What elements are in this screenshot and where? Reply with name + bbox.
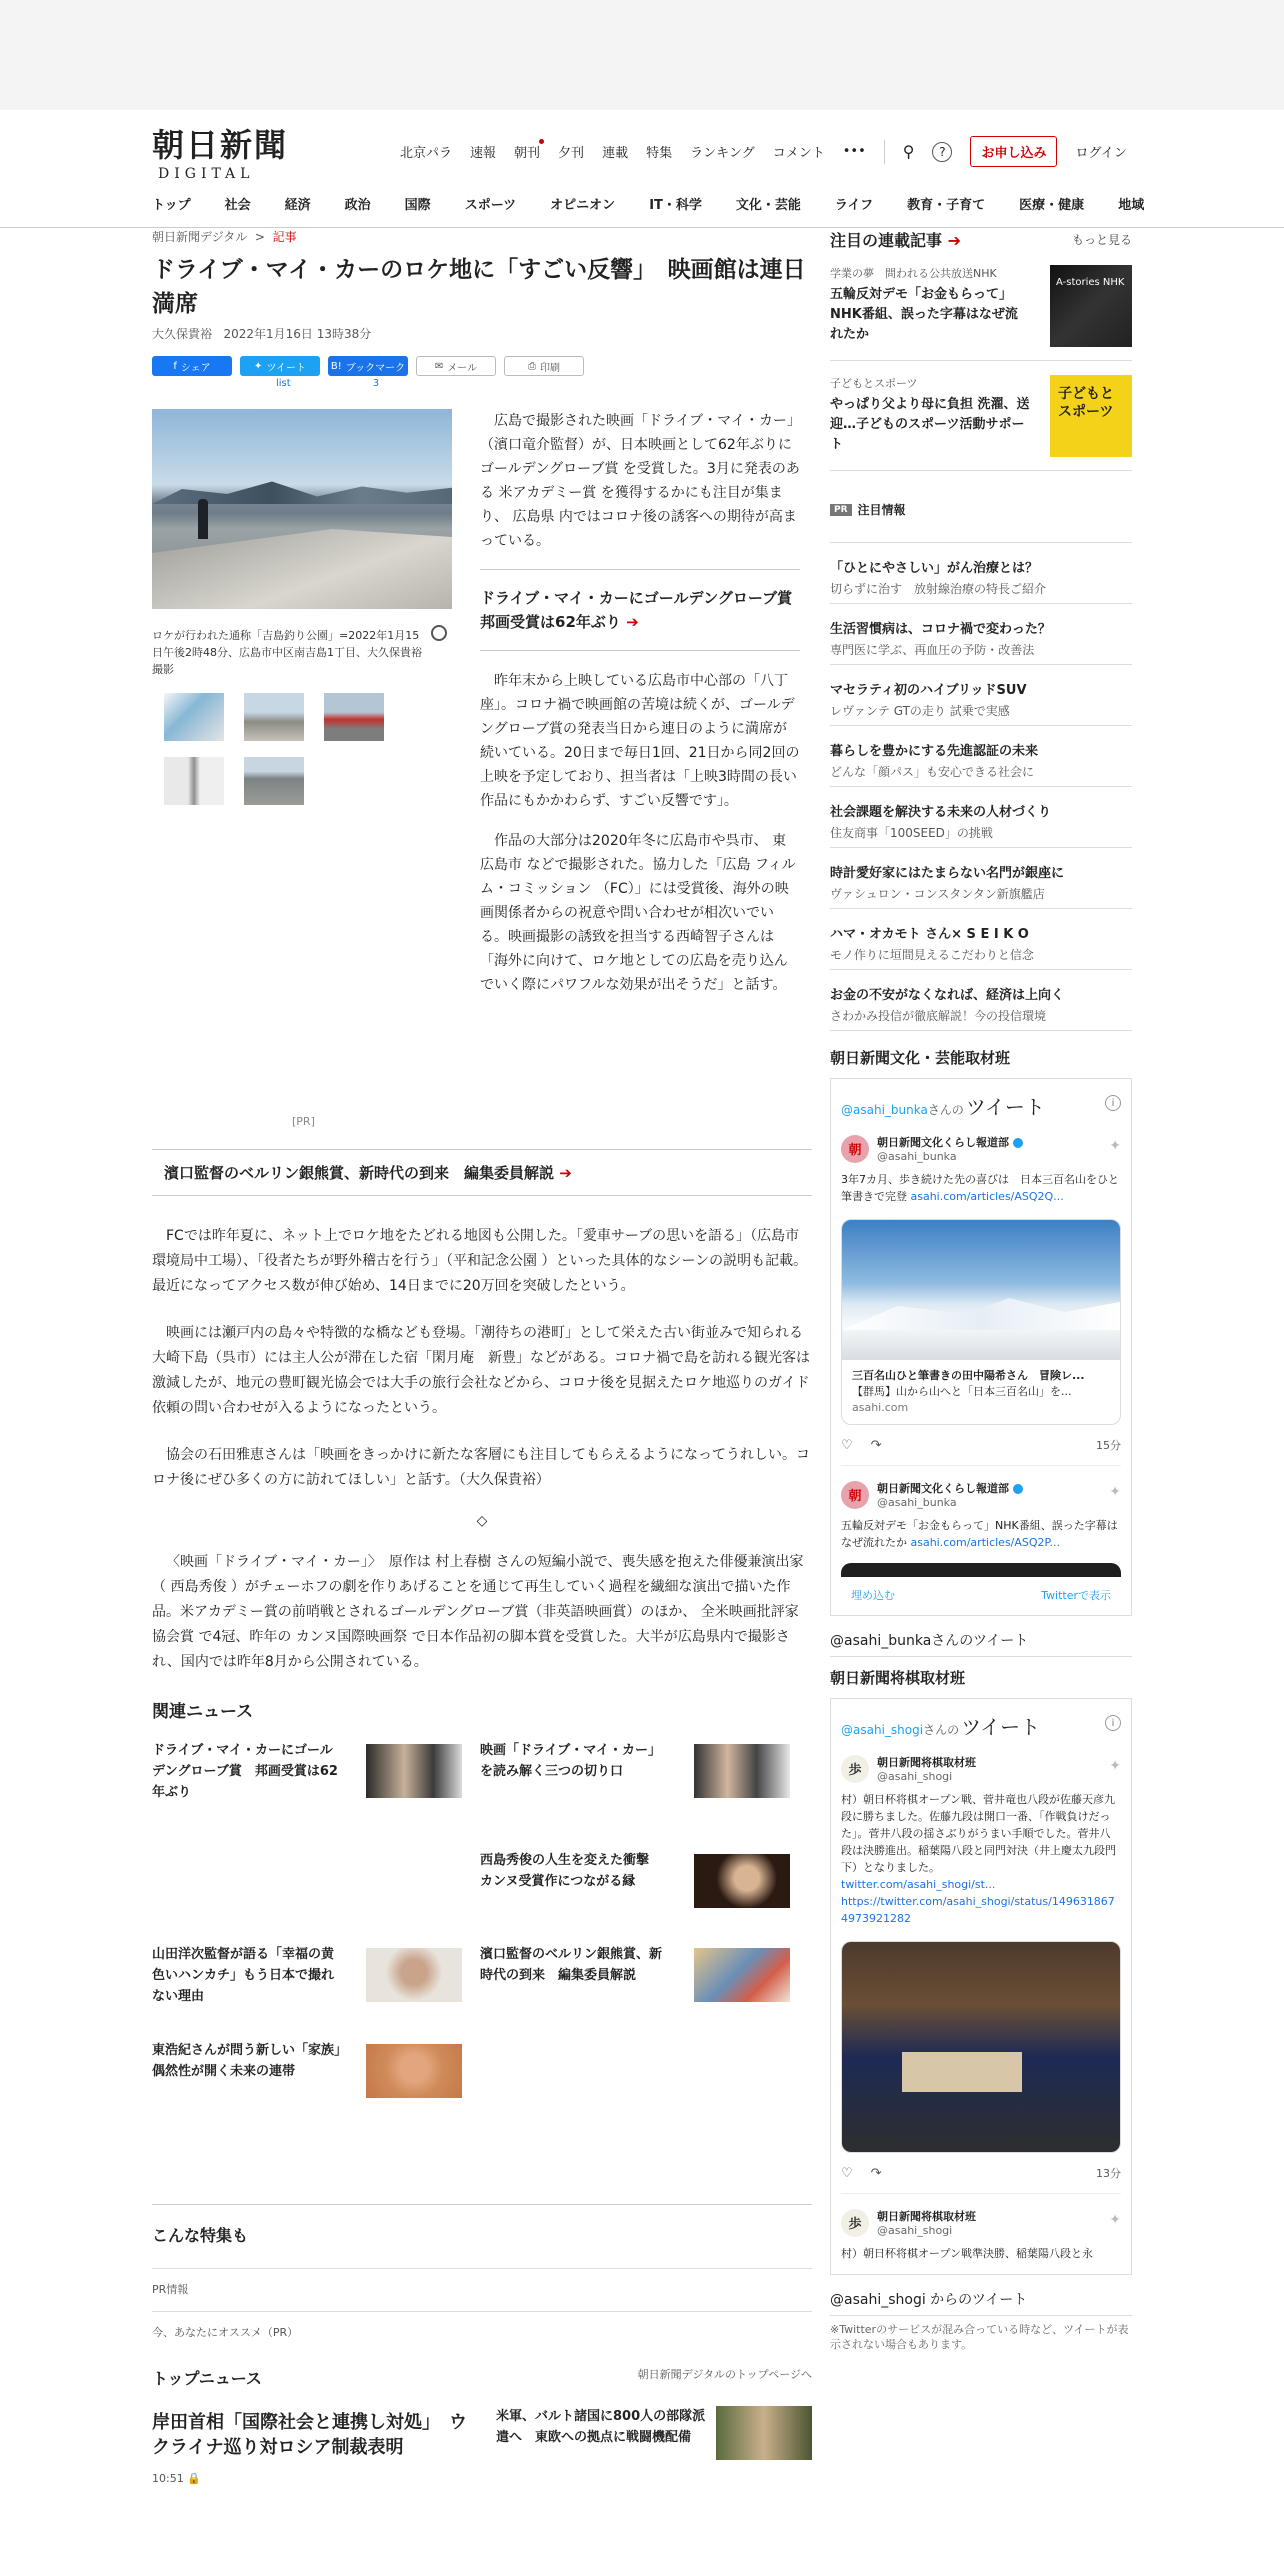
- link-card-image-peek: [841, 1563, 1121, 1577]
- link-card-domain: asahi.com: [852, 1401, 909, 1414]
- pr-item-title: 「ひとにやさしい」がん治療とは？: [830, 561, 1039, 576]
- recommend-row: 今、あなたにオススメ（PR）: [152, 2311, 812, 2340]
- nav-health[interactable]: 医療・健康: [1019, 198, 1085, 213]
- related-item[interactable]: [152, 1740, 472, 1810]
- shogi-tweets-link[interactable]: @asahi_shogi からのツイート: [830, 2275, 1132, 2316]
- related-inline-link[interactable]: [480, 569, 808, 651]
- util-link-evening[interactable]: 夕刊: [558, 146, 585, 161]
- twitter-handle-suffix: さんの: [927, 1103, 964, 1117]
- serial-thumbnail: A-stories NHK: [1050, 265, 1132, 347]
- serial-item[interactable]: [830, 375, 1132, 471]
- related-item-title: 映画「ドライブ・マイ・カー」を読み解く三つの切り口: [480, 1743, 661, 1779]
- arrow-right-icon: ➔: [947, 231, 961, 250]
- shogi-section-title: 朝日新聞将棋取材班: [830, 1669, 966, 1687]
- serial-title-text: 注目の連載記事: [830, 231, 943, 250]
- paragraph: FCでは昨年夏に、ネット上でロケ地をたどれる地図も公開した。「愛車サーブの思いを語る」（広島市環境局中工場）、「役者たちが野外稽古を行う」（平和記念公園 ）といった具体的なシーンの説明も記載。最近になってアクセス数が伸び始め、14日までに20万回を突破したという。: [152, 1228, 808, 1294]
- tweet-user-name: 朝日新聞将棋取材班: [877, 1756, 976, 1769]
- thumbnail[interactable]: [164, 757, 224, 805]
- culture-section-title: 朝日新聞文化・芸能取材班: [830, 1049, 1011, 1067]
- tweet-user-name: 朝日新聞文化くらし報道部: [877, 1136, 1009, 1149]
- paragraph: 協会の石田雅恵さんは「映画をきっかけに新たな客層にも注目してもらえるようになってうれしい。コロナ後にぜひ多くの方に訪れてほしい」と話す。（大久保貴裕）: [152, 1447, 810, 1488]
- embed-link[interactable]: 埋め込む: [851, 1589, 895, 1602]
- nav-international[interactable]: 国際: [404, 198, 431, 213]
- top-news-main[interactable]: 岸田首相「国際社会と連携し対処」 ウクライナ巡り対ロシア制裁表明: [152, 2412, 467, 2458]
- special-title: こんな特集も: [152, 2226, 249, 2245]
- nav-society[interactable]: 社会: [224, 198, 251, 213]
- paragraph: 作品の大部分は2020年冬に広島市や呉市、 東広島市 などで撮影された。協力した「広島 フィルム・コミッション （FC）」には受賞後、海外の映画関係者からの祝意や問い合わせが相次いでいる。映画撮影の誘致を担当する西崎智子さんは「海外に向けて、ロケ地としての広島を売り込んでいく際にパワフルな効果が出そうだ」と話す。: [480, 833, 796, 993]
- top-ad-space: [0, 0, 1284, 110]
- pr-title: 注目情報: [857, 503, 906, 517]
- related-item-image: [694, 1854, 790, 1908]
- photo-caption: ロケが行われた通称「吉島釣り公園」=2022年1月15日午後2時48分、広島市中区南吉島1丁目、大久保貴裕撮影: [152, 629, 422, 676]
- tweet-link[interactable]: twitter.com/asahi_shogi/st...: [841, 1878, 996, 1891]
- like-icon[interactable]: ♡: [841, 1437, 853, 1453]
- util-link-ranking[interactable]: ランキング: [690, 146, 755, 161]
- pr-label: [PR]: [292, 1115, 315, 1128]
- related-item-title: 山田洋次監督が語る「幸福の黄色いハンカチ」もう日本で撮れない理由: [152, 1947, 335, 2004]
- tweet-user-handle: @asahi_shogi: [877, 2224, 953, 2237]
- related-item[interactable]: [480, 1740, 800, 1810]
- mail-button[interactable]: [416, 356, 496, 376]
- author[interactable]: 大久保貴裕: [152, 327, 213, 341]
- main-photo[interactable]: [152, 409, 452, 609]
- share-bar: [152, 356, 812, 376]
- pr-item-sub: さわかみ投信が徹底解説！今の投信環境: [830, 1009, 1047, 1023]
- util-link-breaking[interactable]: 速報: [470, 146, 497, 161]
- top-news-time-text: 10:51: [152, 2472, 184, 2485]
- nav-economy[interactable]: 経済: [284, 198, 311, 213]
- related-item[interactable]: [152, 1944, 472, 2014]
- top-news-second[interactable]: 米軍、バルト諸国に800人の部隊派遣へ 東欧への拠点に戦闘機配備: [496, 2409, 706, 2445]
- pr-item[interactable]: [830, 604, 1132, 665]
- related-inline-text: ドライブ・マイ・カーにゴールデングローブ賞 邦画受賞は62年ぶり: [480, 589, 808, 631]
- pr-item-sub: モノ作りに垣間見えるこだわりと信念: [830, 948, 1034, 962]
- hatena-label: ブックマーク: [345, 362, 406, 374]
- help-icon[interactable]: ?: [932, 142, 952, 162]
- thumbnail[interactable]: [244, 757, 304, 805]
- section-divider: ◇: [476, 1513, 488, 1529]
- pr-item[interactable]: [830, 848, 1132, 909]
- hatena-count[interactable]: 3: [372, 378, 380, 389]
- twitter-handle-suffix: さんの: [923, 1723, 960, 1737]
- nav-it-science[interactable]: IT・科学: [649, 198, 702, 213]
- serial-title: [830, 228, 961, 251]
- serial-item[interactable]: [830, 265, 1132, 361]
- twitter-embed-culture: [830, 1078, 1132, 1616]
- nav-sports[interactable]: スポーツ: [464, 198, 517, 213]
- tweet-user-name: 朝日新聞将棋取材班: [877, 2210, 976, 2223]
- top-page-link[interactable]: 朝日新聞デジタルのトップページへ: [637, 2368, 812, 2381]
- tweet-count[interactable]: list: [276, 378, 291, 389]
- pr-item[interactable]: [830, 726, 1132, 787]
- photo-card[interactable]: [841, 1941, 1121, 2153]
- util-link-morning[interactable]: 朝刊: [514, 142, 540, 161]
- top-news-title: トップニュース: [152, 2369, 262, 2388]
- lead-area: [152, 409, 812, 1149]
- print-button[interactable]: [504, 356, 584, 376]
- sidebar: [830, 228, 1132, 2352]
- editor-analysis-link[interactable]: [152, 1149, 812, 1196]
- article-title: ドライブ・マイ・カーのロケ地に「すごい反響」 映画館は連日満席: [152, 257, 806, 317]
- tweet-body: 村）朝日杯将棋オープン戦、菅井竜也八段が佐藤天彦九段に勝ちました。佐藤九段は開口一番、「作戦負けだった」。菅井八段の揺さぶりがうまい手順でした。菅井八段は決勝進出。稲葉陽八段と同門対決（井上慶太九段門下）となりました。: [841, 1793, 1116, 1874]
- pr-item[interactable]: [830, 787, 1132, 848]
- pr-badge: PR: [830, 504, 852, 516]
- view-on-twitter-link[interactable]: Twitterで表示: [1041, 1589, 1111, 1602]
- twitter-handle-link[interactable]: @asahi_bunka: [841, 1103, 928, 1117]
- tweet[interactable]: [841, 2194, 1121, 2262]
- tweet[interactable]: [841, 1740, 1121, 2194]
- top-news-second-image[interactable]: [716, 2406, 812, 2460]
- pr-item-sub: レヴァンテ GTの走り 試乗で実感: [830, 704, 1010, 718]
- logo-sub: DIGITAL: [158, 166, 255, 182]
- twitter-icon: ✦: [254, 360, 263, 372]
- tweet-text: 村）朝日杯将棋オープン戦準決勝、稲葉陽八段と永: [841, 2247, 1094, 2260]
- thumbnail[interactable]: [324, 693, 384, 741]
- utility-nav: [400, 136, 1127, 167]
- shogi-photo: [842, 1942, 1120, 2152]
- arrow-right-icon: ➔: [559, 1164, 572, 1182]
- breadcrumb-separator: >: [251, 230, 269, 244]
- hatena-icon: B!: [330, 360, 342, 372]
- util-link-feature[interactable]: 特集: [646, 146, 673, 161]
- lead-text: [480, 409, 808, 1013]
- nav-opinion[interactable]: オピニオン: [550, 198, 616, 213]
- facebook-icon: f: [173, 360, 177, 372]
- related-item-image: [366, 2044, 462, 2098]
- avatar[interactable]: 歩: [841, 1755, 869, 1783]
- tweet-text: [841, 1791, 1121, 1927]
- pr-header: [830, 501, 1132, 543]
- publish-date: 2022年1月16日 13時38分: [223, 327, 372, 341]
- pr-item-title: 暮らしを豊かにする先進認証の未来: [830, 744, 1039, 759]
- related-item-title: 西島秀俊の人生を変えた衝撃 カンヌ受賞作につながる縁: [480, 1853, 663, 1889]
- nav-region[interactable]: 地域: [1118, 198, 1145, 213]
- see-more-link[interactable]: もっと見る: [1071, 233, 1132, 247]
- divider: [884, 140, 885, 164]
- print-icon: ⎙: [528, 360, 536, 372]
- link-card-image: [842, 1220, 1120, 1360]
- pr-item-title: マセラティ初のハイブリッドSUV: [830, 683, 1027, 698]
- pr-item-sub: 住友商事「100SEED」の挑戦: [830, 826, 993, 840]
- pr-info-row: PR情報: [152, 2268, 812, 2297]
- tweet-link[interactable]: asahi.com/articles/ASQ2P...: [910, 1536, 1060, 1549]
- util-link-paralympics[interactable]: 北京パラ: [400, 146, 453, 161]
- related-item-title: 東浩紀さんが問う新しい「家族」 偶然性が開く未来の連帯: [152, 2043, 354, 2079]
- pr-item[interactable]: [830, 970, 1132, 1031]
- related-item-title: 濱口監督のベルリン銀熊賞、新時代の到来 編集委員解説: [480, 1947, 663, 1983]
- tweet[interactable]: [841, 1466, 1121, 1577]
- login-link[interactable]: ログイン: [1075, 146, 1127, 161]
- tweet-label: ツイート: [266, 362, 306, 374]
- pr-item[interactable]: [830, 665, 1132, 726]
- serial-item-title: 五輪反対デモ「お金もらって」NHK番組、誤った字幕はなぜ流れたか: [830, 287, 1018, 342]
- serial-tag: 学業の夢 問われる公共放送NHK: [830, 267, 997, 280]
- related-news-title: 関連ニュース: [152, 1702, 254, 1722]
- pr-item[interactable]: [830, 543, 1132, 604]
- link-card[interactable]: [841, 1219, 1121, 1425]
- related-item-image: [694, 1948, 790, 2002]
- util-link-comment[interactable]: コメント: [772, 146, 825, 161]
- pr-item[interactable]: [830, 909, 1132, 970]
- lead-paragraph: 広島で撮影された映画「ドライブ・マイ・カー」（濱口竜介監督）が、日本映画として62年ぶりに ゴールデングローブ賞 を受賞した。3月に発表のある 米アカデミー賞 を獲得するかにも注目が集まり、 広島県 内ではコロナ後の誘客への期待が高まっている。: [480, 413, 800, 549]
- facebook-share-label: シェア: [180, 362, 211, 374]
- share-counts: [152, 378, 812, 389]
- pr-item-title: お金の不安がなくなれば、経済は上向く: [830, 988, 1065, 1003]
- serial-tag: 子どもとスポーツ: [830, 377, 918, 390]
- arrow-right-icon: ➔: [626, 613, 639, 631]
- related-item-image: [366, 1948, 462, 2002]
- info-icon[interactable]: i: [1105, 1715, 1121, 1731]
- special-features: [152, 2204, 812, 2340]
- tweet-link[interactable]: asahi.com/articles/ASQ2Q...: [910, 1190, 1064, 1203]
- photo-thumbnails: [152, 693, 452, 805]
- twitter-bird-icon: ✦: [1109, 2212, 1121, 2228]
- breadcrumb-article[interactable]: 記事: [272, 230, 297, 244]
- subscribe-button[interactable]: お申し込み: [970, 136, 1057, 167]
- tweet-text: [841, 1171, 1121, 1205]
- twitter-handle-link[interactable]: @asahi_shogi: [841, 1723, 924, 1737]
- mail-icon: ✉: [434, 360, 444, 372]
- photo-person: [198, 499, 208, 539]
- article-body: [152, 1224, 812, 1675]
- tweet-body: 五輪反対デモ「お金もらって」NHK番組、誤った字幕はなぜ流れたか: [841, 1519, 1118, 1549]
- nav-education[interactable]: 教育・子育て: [907, 198, 986, 213]
- breadcrumb: [152, 228, 812, 245]
- related-item[interactable]: [152, 2040, 472, 2110]
- tweet-heading: ツイート: [961, 1715, 1041, 1739]
- pr-item-title: ハマ・オカモト さん× S E I K O: [830, 927, 1029, 942]
- main-nav: [152, 194, 1144, 213]
- tweet[interactable]: [841, 1120, 1121, 1466]
- editor-analysis-text: 濱口監督のベルリン銀熊賞、新時代の到来 編集委員解説: [164, 1164, 555, 1182]
- share-icon[interactable]: ↷: [870, 2165, 882, 2181]
- tweet-time[interactable]: 13分: [1096, 2167, 1121, 2180]
- print-label: 印刷: [540, 362, 560, 374]
- twitter-embed-shogi: [830, 1698, 1132, 2275]
- related-item-title: ドライブ・マイ・カーにゴールデングローブ賞 邦画受賞は62年ぶり: [152, 1743, 338, 1800]
- pr-item-sub: 切らずに治す 放射線治療の特長ご紹介: [830, 582, 1047, 596]
- tweet-time[interactable]: 15分: [1096, 1439, 1121, 1452]
- lock-icon: 🔒: [187, 2472, 201, 2485]
- avatar[interactable]: 朝: [841, 1135, 869, 1163]
- link-card-title: 三百名山ひと筆書きの田中陽希さん 冒険レ...: [852, 1369, 1085, 1382]
- util-link-serial[interactable]: 連載: [602, 146, 629, 161]
- pr-item-sub: ヴァシュロン・コンスタンタン新旗艦店: [830, 887, 1045, 901]
- site-logo[interactable]: [152, 120, 288, 182]
- avatar[interactable]: 歩: [841, 2209, 869, 2237]
- link-card-desc: 【群馬】山から山へと「日本三百名山」を...: [852, 1385, 1072, 1398]
- serial-item-title: やっぱり父より母に負担 洗濯、送迎…子どものスポーツ活動サポート: [830, 397, 1030, 452]
- tweet-user-handle: @asahi_bunka: [877, 1496, 957, 1509]
- tweet-link[interactable]: https://twitter.com/asahi_shogi/status/1496318674973921282: [841, 1895, 1115, 1925]
- verified-icon: [1013, 1484, 1023, 1494]
- culture-tweets-link[interactable]: @asahi_bunkaさんのツイート: [830, 1616, 1132, 1657]
- paragraph: 昨年末から上映している広島市中心部の「八丁座」。コロナ禍で映画館の苦境は続くが、ゴールデングローブ賞の発表当日から連日のように満席が続いている。20日まで毎日1回、21日から同2回の上映を予定しており、担当者は「上映3時間の長い作品にもかかわらず、すごい反響です」。: [480, 673, 800, 809]
- nav-culture[interactable]: 文化・芸能: [735, 198, 801, 213]
- tweet-button[interactable]: [240, 356, 320, 376]
- tweet-user-handle: @asahi_bunka: [877, 1150, 957, 1163]
- related-item-image: [366, 1744, 462, 1798]
- share-icon[interactable]: ↷: [870, 1437, 882, 1453]
- related-item-image: [694, 1744, 790, 1798]
- top-news: [152, 2366, 812, 2486]
- pr-item-sub: 専門医に学ぶ、再血圧の予防・改善法: [830, 643, 1035, 657]
- related-news-grid: [152, 1740, 812, 2180]
- tweet-text: [841, 1517, 1121, 1551]
- tweet-user-name: 朝日新聞文化くらし報道部: [877, 1482, 1009, 1495]
- logo-main: 朝日新聞: [152, 126, 289, 164]
- site-header: [0, 110, 1284, 228]
- paragraph: 映画には瀬戸内の島々や特徴的な橋なども登場。「潮待ちの港町」として栄えた古い街並みで知られる大崎下島（呉市）には主人公が滞在した宿「閑月庵 新豊」などがある。コロナ禍で島を訪れる観光客は激減したが、地元の豊町観光協会では大手の旅行会社などから、コロナ後を見据えたロケ地巡りのガイド依頼の問い合わせが入るようになったという。: [152, 1325, 810, 1416]
- breadcrumb-home[interactable]: 朝日新聞デジタル: [152, 230, 248, 244]
- facebook-share-button[interactable]: [152, 356, 232, 376]
- nav-politics[interactable]: 政治: [344, 198, 371, 213]
- related-item[interactable]: [480, 1850, 800, 1920]
- pr-item-title: 社会課題を解決する未来の人材づくり: [830, 805, 1052, 820]
- thumbnail[interactable]: [244, 693, 304, 741]
- search-icon[interactable]: ⚲: [902, 142, 915, 161]
- hatena-bookmark-button[interactable]: [328, 356, 408, 376]
- thumbnail[interactable]: [164, 693, 224, 741]
- related-item[interactable]: [480, 1944, 800, 2014]
- top-news-time: [152, 2472, 201, 2485]
- twitter-bird-icon: ✦: [1109, 1138, 1121, 1154]
- like-icon[interactable]: ♡: [841, 2165, 853, 2181]
- twitter-bird-icon: ✦: [1109, 1758, 1121, 1774]
- pr-item-title: 時計愛好家にはたまらない名門が銀座に: [830, 866, 1065, 881]
- info-icon[interactable]: i: [1105, 1095, 1121, 1111]
- nav-life[interactable]: ライフ: [834, 198, 874, 213]
- tweet-body: 3年7カ月、歩き続けた先の喜びは 日本三百名山をひと筆書きで完登: [841, 1173, 1119, 1203]
- verified-icon: [1013, 1138, 1023, 1148]
- twitter-notice: ※Twitterのサービスが混み合っている時など、ツイートが表示されない場合もあります。: [830, 2323, 1129, 2351]
- pr-item-sub: どんな「顔パス」も安心できる社会に: [830, 765, 1035, 779]
- tweet-user-handle: @asahi_shogi: [877, 1770, 953, 1783]
- zoom-icon[interactable]: [431, 625, 447, 641]
- article-main: [152, 228, 812, 2486]
- byline: [152, 325, 812, 342]
- avatar[interactable]: 朝: [841, 1481, 869, 1509]
- film-note: 〈映画「ドライブ・マイ・カー」〉 原作は 村上春樹 さんの短編小説で、喪失感を抱えた俳優兼演出家（ 西島秀俊 ）がチェーホフの劇を作りあげることを通じて再生していく過程を繊細な演出で描いた作品。米アカデミー賞の前哨戦とされるゴールデングローブ賞（非英語映画賞）のほか、 全米映画批評家協会賞 で4冠、昨年の カンヌ国際映画祭 で日本作品初の脚本賞を受賞した。大半が広島県内で撮影され、国内では昨年8月から公開されている。: [152, 1554, 804, 1670]
- mail-label: メール: [447, 362, 478, 374]
- tweet-heading: ツイート: [965, 1095, 1045, 1119]
- nav-top[interactable]: トップ: [152, 198, 191, 213]
- twitter-bird-icon: ✦: [1109, 1484, 1121, 1500]
- pr-item-title: 生活習慣病は、コロナ禍で変わった？: [830, 622, 1051, 637]
- serial-thumbnail: 子どもとスポーツ: [1050, 375, 1132, 457]
- more-menu-icon[interactable]: •••: [842, 144, 866, 159]
